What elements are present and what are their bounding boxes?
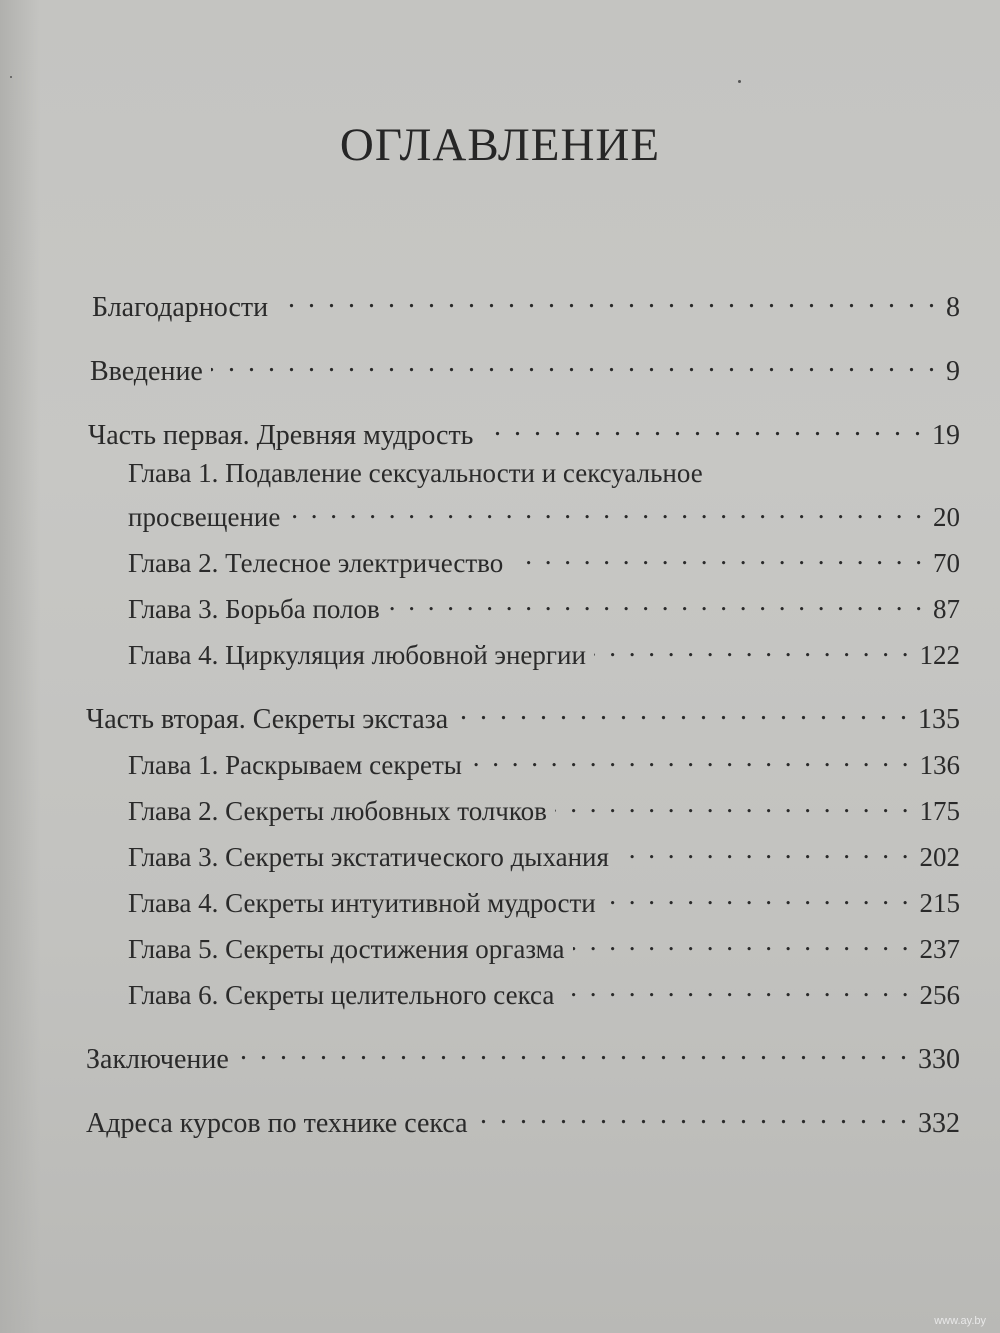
page-title: ОГЛАВЛЕНИЕ [339, 119, 661, 171]
toc-entry-label: Адреса курсов по технике секса [86, 1108, 468, 1139]
toc-page-number: 332 [918, 1108, 960, 1139]
toc-page-number: 9 [946, 356, 960, 387]
toc-entry-label: Глава 2. Секреты любовных толчков [128, 796, 547, 826]
toc-page-number: 330 [918, 1044, 960, 1075]
toc-entry-label: Заключение [86, 1044, 229, 1075]
toc-entry-label: Введение [90, 356, 203, 387]
toc-entry-label: Глава 4. Циркуляция любовной энергии [128, 640, 586, 670]
toc-entry-label: Глава 4. Секреты интуитивной мудрости [128, 888, 596, 918]
toc-entry-chapter-1-4 [128, 630, 960, 672]
toc-page-number: 215 [919, 888, 960, 918]
toc-entry-label: Глава 3. Секреты экстатического дыхания [128, 842, 609, 872]
toc-entry-label: просвещение [128, 502, 281, 532]
toc-page-number: 87 [933, 594, 960, 624]
toc-page-number: 122 [919, 640, 960, 670]
toc-entry-chapter-1-2 [128, 538, 960, 580]
page-edge-shadow [0, 0, 40, 1333]
dot-leader [237, 1034, 910, 1068]
toc-page-number: 70 [933, 548, 960, 578]
dot-leader [594, 630, 912, 664]
toc-entry-introduction [90, 346, 960, 389]
toc-entry-course-addresses [86, 1098, 960, 1141]
dot-leader [288, 492, 925, 526]
dot-leader [481, 410, 924, 444]
dot-leader [555, 786, 912, 820]
toc-page-number: 237 [919, 934, 960, 964]
site-watermark: www.ay.by [934, 1315, 986, 1327]
dot-leader [211, 346, 938, 380]
toc-entry-chapter-2-2 [128, 786, 960, 828]
toc-page-number: 8 [946, 292, 960, 323]
toc-entry-label: Глава 3. Борьба полов [128, 594, 380, 624]
toc-page-number: 202 [919, 842, 960, 872]
toc-entry-chapter-2-6 [128, 970, 960, 1012]
dot-leader [562, 970, 911, 1004]
toc-entry-chapter-2-3 [128, 832, 960, 874]
paper-speck [10, 76, 12, 78]
dot-leader [456, 694, 910, 728]
toc-entry-acknowledgements [92, 282, 960, 325]
toc-entry-chapter-1-3 [128, 584, 960, 626]
toc-entry-label: Благодарности [92, 292, 269, 323]
toc-entry-chapter-2-1 [128, 740, 960, 782]
toc-entry-label: Глава 5. Секреты достижения оргазма [128, 934, 565, 964]
toc-page-number: 175 [919, 796, 960, 826]
dot-leader [388, 584, 925, 618]
toc-page-number: 136 [919, 750, 960, 780]
toc-page-number: 20 [933, 502, 960, 532]
dot-leader [276, 282, 938, 316]
toc-entry-label: Глава 2. Телесное электричество [128, 548, 504, 578]
toc-entry-label: Глава 6. Секреты целительного секса [128, 980, 555, 1010]
toc-page-number: 19 [932, 420, 960, 451]
toc-entry-conclusion [86, 1034, 960, 1077]
toc-entry-part-two [86, 694, 960, 737]
toc-entry-label: Часть первая. Древняя мудрость [88, 420, 474, 451]
toc-page-number: 135 [918, 704, 960, 735]
toc-entry-chapter-1-1 [128, 492, 960, 534]
toc-page-number: 256 [919, 980, 960, 1010]
dot-leader [511, 538, 925, 572]
toc-entry-part-one [88, 410, 960, 453]
dot-leader [604, 878, 912, 912]
toc-entry-label: Глава 1. Раскрываем секреты [128, 750, 462, 780]
toc-entry-label: Часть вторая. Секреты экстаза [86, 704, 449, 735]
paper-speck [738, 80, 741, 83]
toc-entry-chapter-2-4 [128, 878, 960, 920]
dot-leader [476, 1098, 910, 1132]
dot-leader [470, 740, 912, 774]
dot-leader [573, 924, 912, 958]
toc-entry-label-line: Глава 1. Подавление сексуальности и сексуальное [128, 458, 703, 488]
dot-leader [617, 832, 912, 866]
toc-entry-chapter-2-5 [128, 924, 960, 966]
